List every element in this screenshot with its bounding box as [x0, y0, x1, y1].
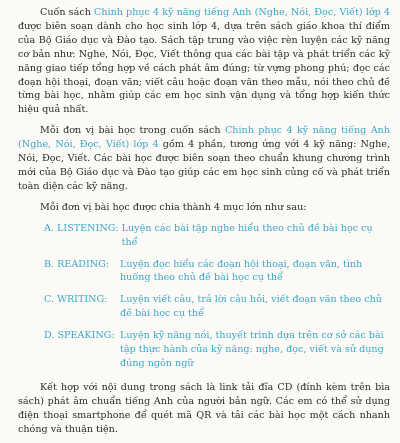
section-desc: Luyện các bài tập nghe hiểu theo chủ đề bài học cụ thể [121, 222, 373, 248]
cd-paragraph: Kết hợp với nội dung trong sách là link tải đĩa CD (đính kèm trên bìa sách) phát âm chuẩn tiếng Anh của người bản ngữ. Các em có thể sử dụng điện thoại smartphone để quét mã QR và tải các bài học một cách nhanh chóng và thuận tiện. [18, 381, 390, 435]
structure-paragraph [18, 124, 390, 194]
intro-rest: được biên soạn dành cho học sinh lớp 4, dựa trên sách giáo khoa thí điểm của Bộ Giáo dục và Đào tạo. Sách tập trung vào việc rèn luyện các kỹ năng cơ bản như: Nghe, Nói, Đọc, Viết thông qua các bài tập và phát triển các kỹ năng giao tiếp tổng hợp về cách phát âm đúng; từ vựng phong phú; đọc các đoạn hội thoại, đoạn văn; viết câu hoặc đoạn văn theo mẫu, nói theo chủ đề từng bài học, nhằm giúp các em học sinh vận dụng và tổng hợp kiến thức hiệu quả nhất. [18, 20, 390, 116]
structure-rest: gồm 4 phần, tương ứng với 4 kỹ năng: Nghe, Nói, Đọc, Viết. Các bài học được biên soạn theo chuẩn khung chương trình mới của Bộ Giáo dục và Đào tạo giúp các em học sinh củng cố và phát triển toàn diện các kỹ năng. [18, 139, 390, 192]
document-page [18, 6, 390, 443]
section-tag: D. SPEAKING: [44, 330, 115, 342]
sections-intro: Mỗi đơn vị bài học được chia thành 4 mục lớn như sau: [40, 201, 307, 213]
section-tag: C. WRITING: [44, 294, 108, 306]
section-desc: Luyện viết câu, trả lời câu hỏi, viết đoạn văn theo chủ đề bài học cụ thể [120, 294, 382, 320]
book-title-highlight: Chinh phục 4 kỹ năng tiếng Anh (Nghe, Nói, Đọc, Viết) lớp 4 [18, 125, 390, 151]
section-listening [44, 222, 390, 250]
section-tag: B. READING: [44, 258, 110, 270]
section-desc: Luyện kỹ năng nói, thuyết trình dựa trên cơ sở các bài tập thực hành của kỹ năng: nghe, đọc, viết và sử dụng đúng ngôn ngữ [120, 330, 384, 369]
section-desc: Luyện đọc hiểu các đoạn hội thoại, đoạn văn, tình huống theo chủ đề bài học cụ thể [120, 258, 363, 284]
section-speaking [44, 329, 390, 371]
book-title-highlight: Chinh phục 4 kỹ năng tiếng Anh (Nghe, Nói, Đọc, Viết) lớp 4 [94, 7, 390, 18]
intro-lead: Cuốn sách [40, 7, 94, 18]
intro-paragraph [18, 6, 390, 117]
section-tag: A. LISTENING: [44, 222, 119, 234]
section-reading [44, 258, 390, 286]
section-writing [44, 293, 390, 321]
structure-lead: Mỗi đơn vị bài học trong cuốn sách [40, 125, 225, 137]
